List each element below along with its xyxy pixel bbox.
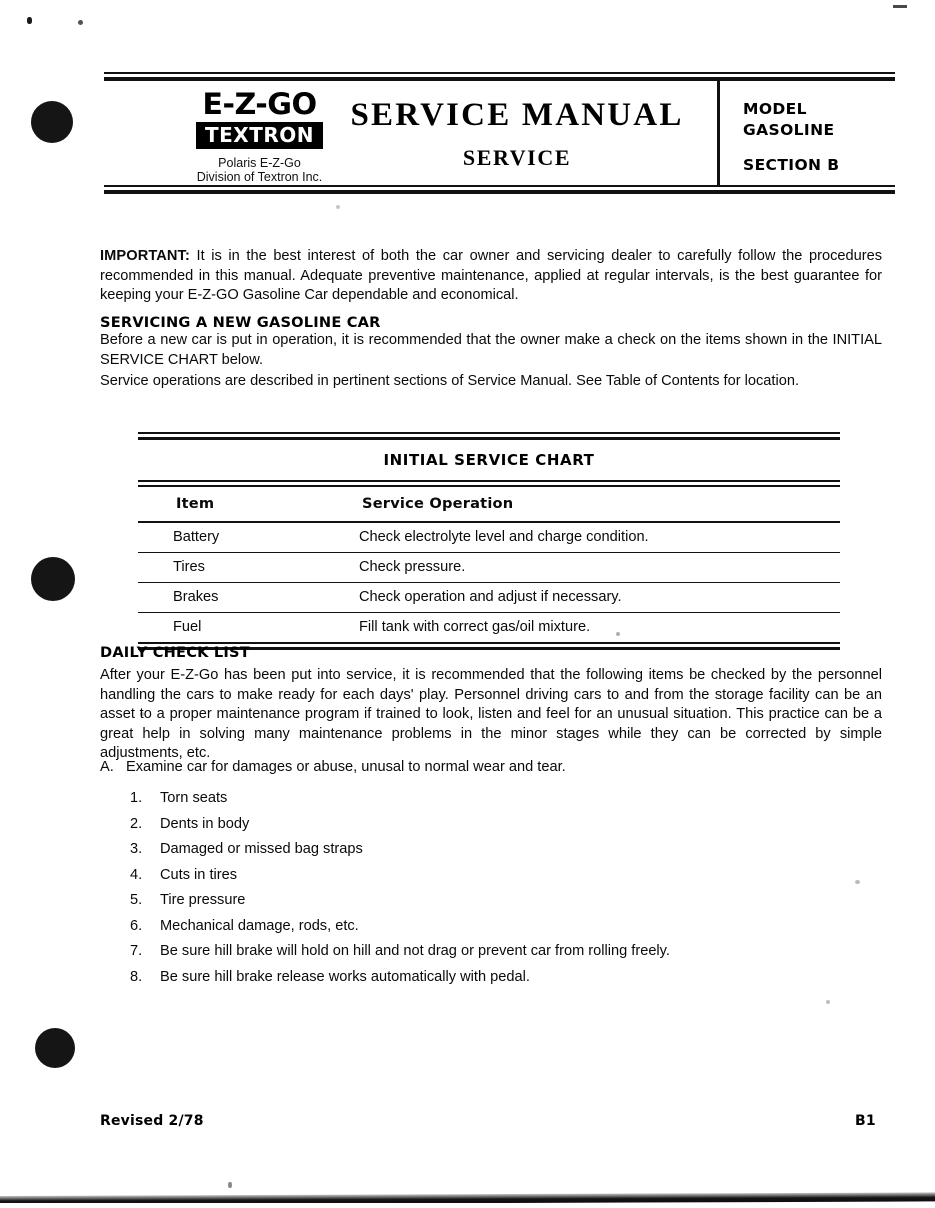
list-item	[130, 942, 890, 961]
list-item-marker: 1.	[130, 790, 143, 806]
footer-page-number: B1	[855, 1113, 876, 1129]
list-item-label: Damaged or missed bag straps	[160, 841, 363, 857]
list-item-marker: 4.	[130, 866, 143, 883]
list-item-label: Be sure hill brake will hold on hill and not drag or prevent car from rolling freely.	[160, 943, 670, 959]
chart-table-body-wrap	[138, 523, 840, 642]
page-subtitle: SERVICE	[462, 144, 572, 170]
list-item	[130, 789, 890, 808]
important-label: IMPORTANT:	[100, 248, 190, 264]
important-notice-paragraph	[100, 247, 882, 306]
daily-item-a-text: Examine car for damages or abuse, unusal to normal wear and tear.	[126, 759, 566, 775]
chart-col-operation: Service Operation	[362, 495, 514, 512]
list-item-label: Tire pressure	[160, 892, 246, 908]
list-item	[130, 891, 890, 910]
list-item-marker: 6.	[130, 917, 143, 934]
document-title-block	[326, 98, 708, 171]
logo-subtitle-line2: Division of Textron Inc.	[196, 170, 323, 184]
logo-secondary-text: TEXTRON	[196, 122, 323, 149]
list-item-marker: 3.	[130, 841, 143, 857]
scan-speck	[893, 5, 907, 8]
meta-model-label: MODEL	[743, 100, 807, 118]
list-item-marker: 8.	[130, 968, 143, 985]
chart-table-body	[138, 523, 840, 642]
header-meta-block	[743, 99, 839, 176]
scan-speck	[27, 17, 32, 24]
list-item-marker: 5.	[130, 892, 143, 908]
scan-speck	[78, 20, 83, 25]
scan-speck	[228, 1182, 232, 1188]
header-bottom-rule	[104, 185, 895, 194]
table-row	[138, 612, 840, 642]
header-vertical-divider	[717, 80, 720, 186]
daily-item-a	[100, 758, 882, 778]
chart-header-rule	[138, 480, 840, 487]
daily-numbered-list	[130, 789, 890, 993]
chart-cell-operation: Fill tank with correct gas/oil mixture.	[323, 612, 840, 642]
service-operations-paragraph: Service operations are described in pertinent sections of Service Manual. See Table of Contents for location.	[100, 373, 800, 389]
servicing-paragraph: Before a new car is put in operation, it is recommended that the owner make a check on the items shown in the INITIAL SERVICE CHART below.	[100, 332, 882, 368]
list-item	[130, 917, 890, 936]
chart-cell-item: Fuel	[138, 612, 323, 642]
chart-header-row	[138, 487, 840, 521]
list-item-label: Be sure hill brake release works automatically with pedal.	[160, 968, 530, 985]
list-item	[130, 968, 890, 987]
servicing-heading: SERVICING A NEW GASOLINE CAR	[100, 314, 381, 331]
list-item	[130, 866, 890, 885]
scan-bottom-mask	[0, 1203, 935, 1208]
list-item-label: Torn seats	[160, 790, 228, 806]
page-title: SERVICE MANUAL	[350, 97, 684, 133]
logo-primary-text: E-Z-GO	[202, 87, 317, 121]
initial-service-chart	[138, 432, 840, 650]
chart-table-head	[138, 487, 840, 521]
list-item-label: Mechanical damage, rods, etc.	[160, 917, 359, 934]
list-item-label: Cuts in tires	[160, 866, 238, 883]
meta-section-label: SECTION B	[743, 156, 840, 174]
daily-item-a-marker: A.	[100, 759, 114, 775]
meta-model-value: GASOLINE	[743, 121, 835, 139]
scan-speck	[336, 205, 340, 209]
table-row	[138, 523, 840, 553]
list-item	[130, 840, 890, 859]
page-header	[104, 72, 895, 194]
chart-cell-operation: Check operation and adjust if necessary.	[323, 582, 840, 612]
chart-cell-item: Battery	[173, 528, 220, 545]
list-item-marker: 7.	[130, 943, 143, 959]
footer-revision: Revised 2/78	[100, 1113, 204, 1129]
important-text: It is in the best interest of both the car owner and servicing dealer to carefully follow the procedures recommended in this manual. Adequate preventive maintenance, applied at regular intervals, is the best guarantee for keeping your E-Z-GO Gasoline Car dependable and economical.	[100, 248, 882, 303]
list-item-label: Dents in body	[160, 815, 250, 832]
scan-speck	[826, 1000, 830, 1004]
chart-cell-operation: Check pressure.	[323, 552, 840, 582]
binding-hole-icon	[31, 101, 73, 143]
chart-cell-item: Brakes	[138, 582, 323, 612]
binding-hole-icon	[35, 1028, 75, 1068]
chart-col-item: Item	[176, 495, 215, 512]
table-row	[138, 582, 840, 612]
chart-table	[138, 487, 840, 521]
table-row	[138, 552, 840, 582]
chart-title: INITIAL SERVICE CHART	[383, 451, 595, 469]
chart-top-rule	[138, 432, 840, 440]
list-item	[130, 815, 890, 834]
logo-subtitle-line1: Polaris E-Z-Go	[218, 156, 301, 170]
binding-hole-icon	[31, 557, 75, 601]
daily-check-list-heading: DAILY CHECK LIST	[100, 644, 250, 661]
daily-check-list-intro: After your E-Z-Go has been put into service, it is recommended that the following items be checked by the personnel handling the cars to make ready for each days' play. Personnel driving cars to and from the storage facility can be an asset to a proper maintenance program if trained to look, listen and feel for an unusual situation. This practice can be a great help in solving many maintenance problems in the minor stages while they can be corrected by simple adjustments, etc.	[100, 667, 882, 761]
chart-cell-operation: Check electrolyte level and charge condition.	[359, 528, 649, 545]
header-top-rule	[104, 72, 895, 81]
chart-cell-item: Tires	[138, 552, 323, 582]
list-item-marker: 2.	[130, 815, 143, 832]
